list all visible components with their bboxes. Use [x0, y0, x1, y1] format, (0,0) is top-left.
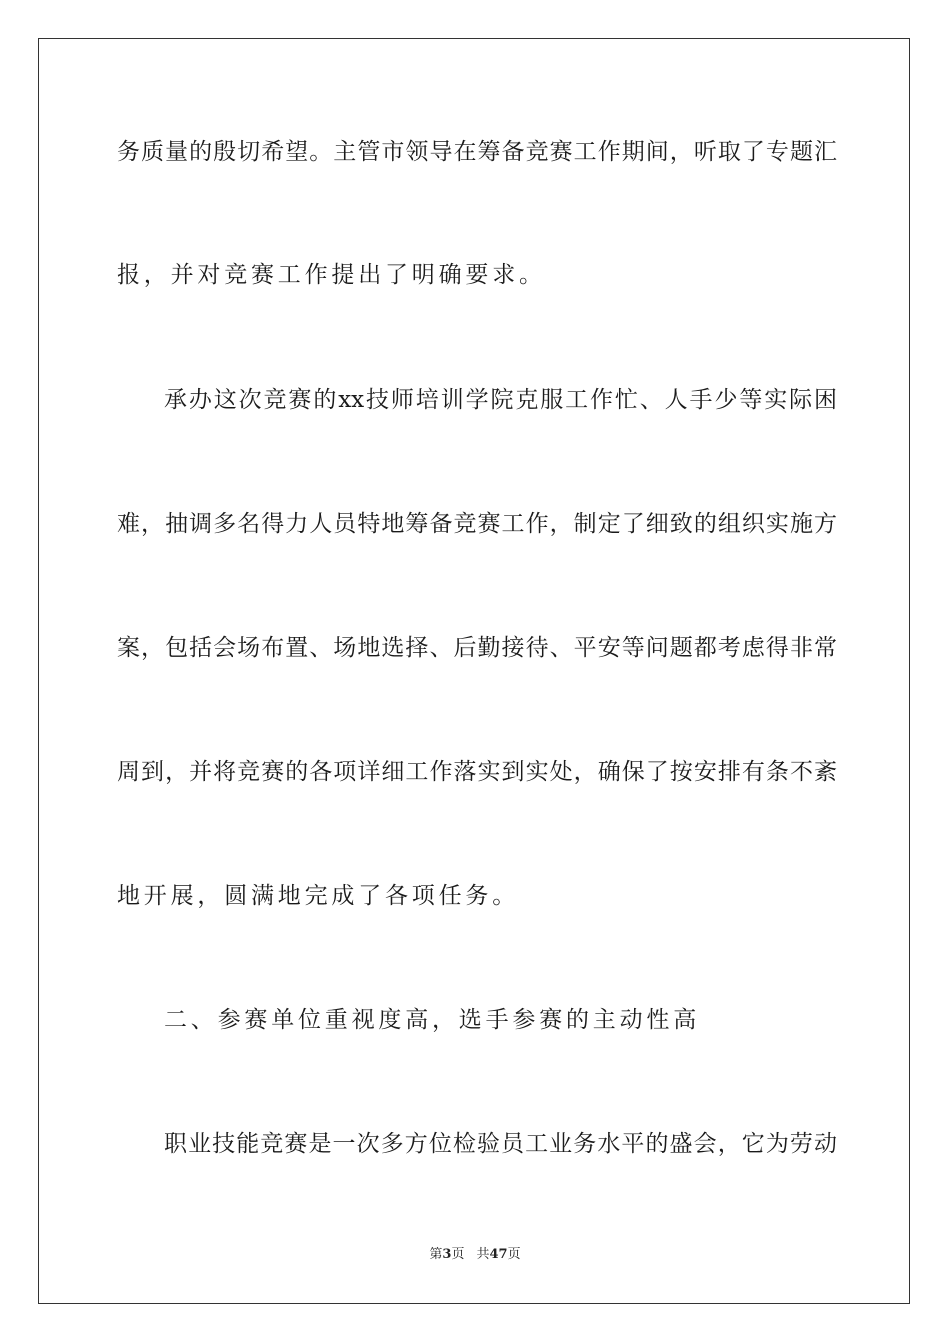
footer-page-number: 3: [442, 1247, 452, 1262]
text-line-6: 周到，并将竞赛的各项详细工作落实到实处，确保了按安排有条不紊: [117, 759, 837, 785]
footer-total-suffix: 页: [507, 1247, 521, 1262]
page-border: [38, 38, 910, 1304]
text-line-3: 承办这次竞赛的xx技师培训学院克服工作忙、人手少等实际困: [164, 387, 837, 413]
text-line-5: 案，包括会场布置、场地选择、后勤接待、平安等问题都考虑得非常: [117, 635, 837, 661]
section-heading: 二、参赛单位重视度高，选手参赛的主动性高: [164, 1007, 700, 1033]
text-line-1: 务质量的殷切希望。主管市领导在筹备竞赛工作期间，听取了专题汇: [117, 139, 837, 165]
text-line-4: 难，抽调多名得力人员特地筹备竞赛工作，制定了细致的组织实施方: [117, 511, 837, 537]
footer-page-suffix: 页: [451, 1247, 465, 1262]
footer-total-number: 47: [489, 1247, 508, 1262]
text-line-7: 地开展，圆满地完成了各项任务。: [117, 883, 519, 909]
text-line-9: 职业技能竞赛是一次多方位检验员工业务水平的盛会，它为劳动: [164, 1131, 837, 1157]
text-line-2: 报，并对竞赛工作提出了明确要求。: [117, 262, 546, 288]
page-footer: [0, 1246, 950, 1264]
footer-total-prefix: 共: [476, 1247, 490, 1262]
footer-page-prefix: 第: [429, 1247, 443, 1262]
